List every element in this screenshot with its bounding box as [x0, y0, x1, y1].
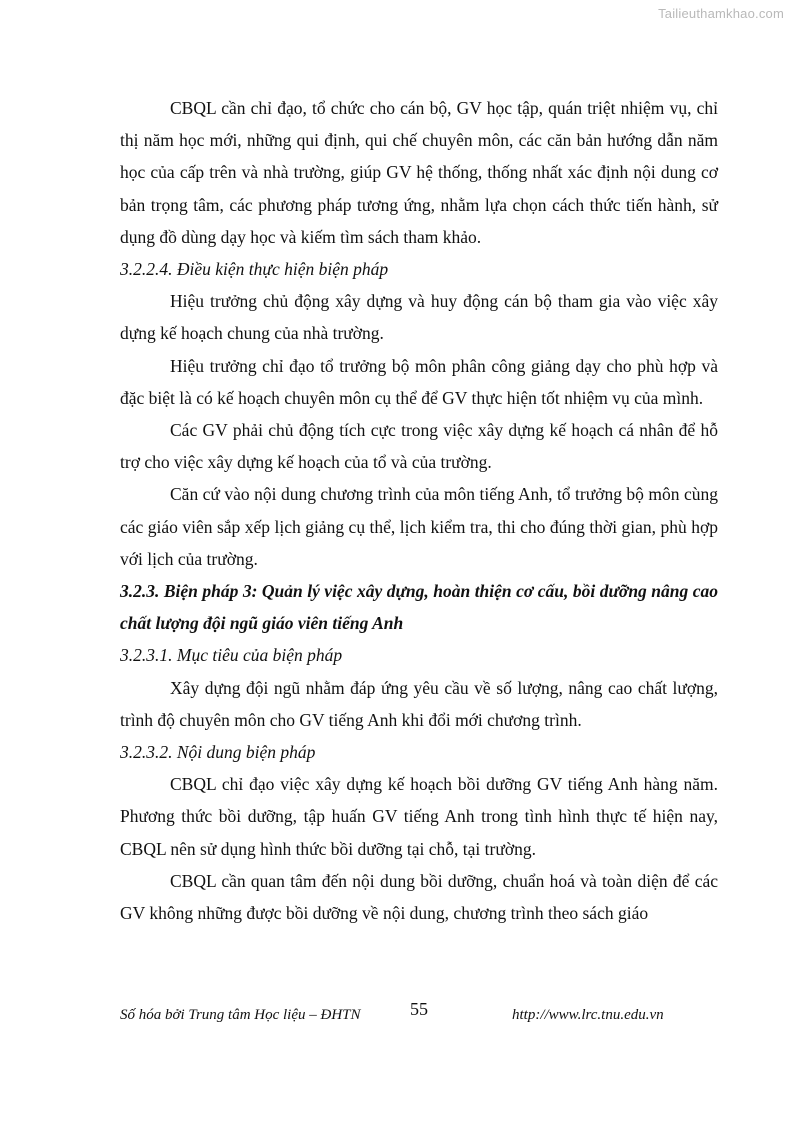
- page-number: 55: [410, 999, 428, 1019]
- paragraph-5: Căn cứ vào nội dung chương trình của môn tiếng Anh, tổ trưởng bộ môn cùng các giáo viên sắp xếp lịch giảng cụ thể, lịch kiểm tra, thi cho đúng thời gian, phù hợp với lịch của trường.: [120, 484, 718, 569]
- paragraph-4: Các GV phải chủ động tích cực trong việc xây dựng kế hoạch cá nhân để hỗ trợ cho việc xây dựng kế hoạch của tổ và của trường.: [120, 420, 718, 473]
- paragraph-1: CBQL cần chỉ đạo, tổ chức cho cán bộ, GV học tập, quán triệt nhiệm vụ, chỉ thị năm học mới, những qui định, qui chế chuyên môn, các căn bản hướng dẫn năm học của cấp trên và nhà trường, giúp GV hệ thống, thống nhất xác định nội dung cơ bản trọng tâm, các phương pháp tương ứng, nhằm lựa chọn cách thức tiến hành, sử dụng đồ dùng dạy học và kiếm tìm sách tham khảo.: [120, 98, 718, 247]
- paragraph-2: Hiệu trưởng chủ động xây dựng và huy động cán bộ tham gia vào việc xây dựng kế hoạch chung của nhà trường.: [120, 291, 718, 344]
- paragraph-3: Hiệu trưởng chỉ đạo tổ trưởng bộ môn phân công giảng dạy cho phù hợp và đặc biệt là có kế hoạch chuyên môn cụ thể để GV thực hiện tốt nhiệm vụ của mình.: [120, 355, 718, 408]
- subheading-3-2-3-1: 3.2.3.1. Mục tiêu của biện pháp: [120, 645, 343, 666]
- paragraph-8: CBQL cần quan tâm đến nội dung bồi dưỡng, chuẩn hoá và toàn diện để các GV không những được bồi dưỡng về nội dung, chương trình theo sách giáo: [120, 870, 718, 924]
- watermark-text: Tailieuthamkhao.com: [658, 6, 784, 21]
- subheading-3-2-3-2: 3.2.3.2. Nội dung biện pháp: [120, 742, 316, 763]
- footer-source: Số hóa bởi Trung tâm Học liệu – ĐHTN: [120, 1007, 361, 1023]
- page-footer: [120, 999, 720, 1027]
- subheading-3-2-2-4: 3.2.2.4. Điều kiện thực hiện biện pháp: [120, 259, 389, 280]
- paragraph-7: CBQL chỉ đạo việc xây dựng kế hoạch bồi dưỡng GV tiếng Anh hàng năm. Phương thức bồi dưỡng, tập huấn GV tiếng Anh trong tình hình thực tế hiện nay, CBQL nên sử dụng hình thức bồi dưỡng tại chỗ, tại trường.: [120, 774, 718, 859]
- section-heading-3-2-3: 3.2.3. Biện pháp 3: Quản lý việc xây dựng, hoàn thiện cơ cấu, bồi dưỡng nâng cao chất lượng đội ngũ giáo viên tiếng Anh: [120, 581, 718, 634]
- paragraph-6: Xây dựng đội ngũ nhằm đáp ứng yêu cầu về số lượng, nâng cao chất lượng, trình độ chuyên môn cho GV tiếng Anh khi đổi mới chương trình.: [120, 677, 718, 730]
- page-body: [120, 92, 718, 929]
- footer-url: http://www.lrc.tnu.edu.vn: [512, 1007, 664, 1023]
